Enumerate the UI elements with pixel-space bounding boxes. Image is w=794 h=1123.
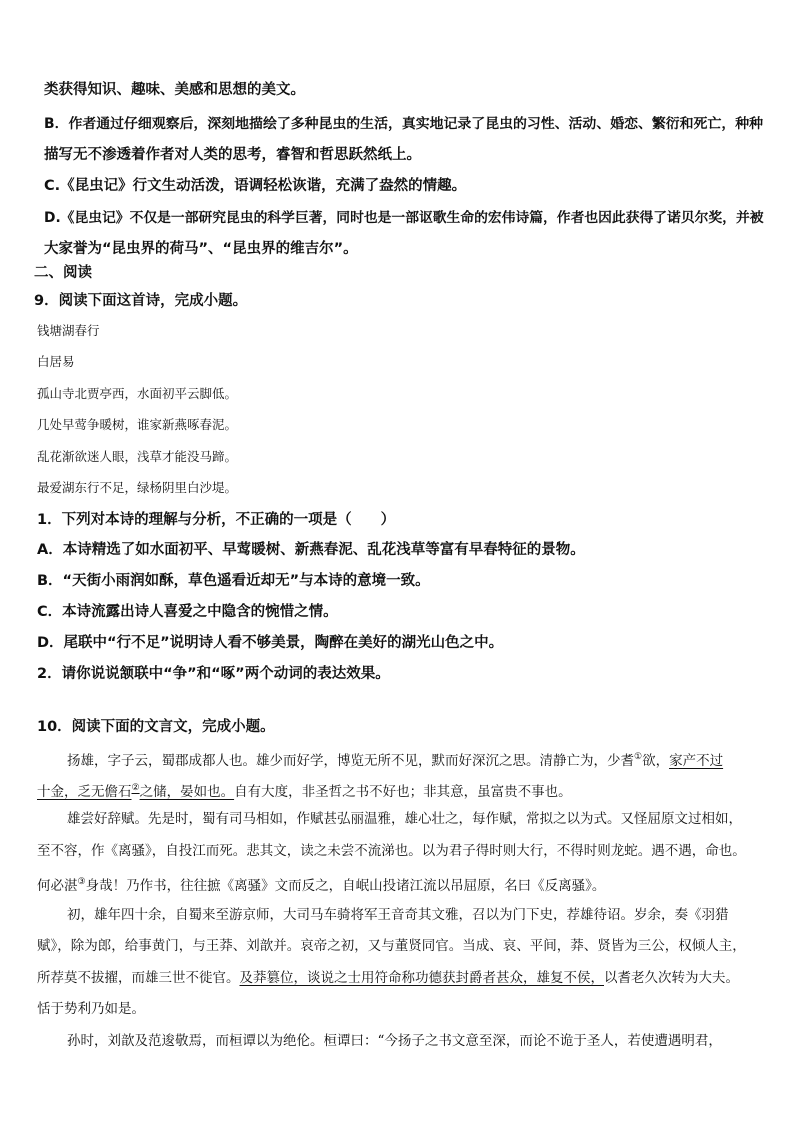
poem-line: 孤山寺北贾亭西，水面初平云脚低。	[37, 386, 238, 401]
q9-intro: 9．阅读下面这首诗，完成小题。	[34, 293, 248, 309]
q8-option-b-line2: 描写无不渗透着作者对人类的思考，睿智和哲思跃然纸上。	[44, 147, 421, 163]
q9-sub1: 1．下列对本诗的理解与分析，不正确的一项是（ ）	[37, 512, 396, 528]
q10-intro: 10．阅读下面的文言文，完成小题。	[37, 719, 275, 735]
section-heading: 二、阅读	[34, 265, 92, 281]
passage-p3-line3: 所荐莫不拔擢，而雄三世不徙官。及莽篡位，谈说之士用符命称功德获封爵者甚众，雄复不侯，以耆老久次转为大夫。	[37, 970, 739, 986]
passage-p3-line1: 初，雄年四十余，自蜀来至游京师，大司马车骑将军王音奇其文雅，召以为门下史，荐雄待诏。岁余，奏《羽猎	[67, 907, 729, 923]
poem-line: 最爱湖东行不足，绿杨阴里白沙堤。	[37, 480, 238, 495]
poem-title: 钱塘湖春行	[37, 323, 100, 338]
passage-p4-line1: 孙时，刘歆及范逡敬焉，而桓谭以为绝伦。桓谭曰：“今扬子之书文意至深，而论不诡于圣人，若使遭遇明君，	[67, 1033, 722, 1049]
poem-line: 乱花渐欲迷人眼，浅草才能没马蹄。	[37, 449, 238, 464]
footnote-mark: ③	[77, 877, 86, 887]
q8-option-d-line1: D.《昆虫记》不仅是一部研究昆虫的科学巨著，同时也是一部讴歌生命的宏伟诗篇，作者也因此获得了诺贝尔奖，并被	[44, 210, 764, 226]
passage-p3-line2: 赋》，除为郎，给事黄门，与王莽、刘歆并。哀帝之初，又与董贤同官。当成、哀、平间，莽、贤皆为三公，权倾人主，	[37, 938, 746, 954]
passage-p2-line3: 何必湛③身哉！乃作书，往往摭《离骚》文而反之，自岷山投诸江流以吊屈原，名曰《反离骚》。	[37, 877, 606, 894]
q9-option-c: C．本诗流露出诗人喜爱之中隐含的惋惜之情。	[37, 604, 338, 620]
underlined-sentence: 之储，晏如也。	[139, 784, 235, 800]
q8-option-a-continued: 类获得知识、趣味、美感和思想的美文。	[44, 82, 305, 98]
passage-p2-line1: 雄尝好辞赋。先是时，蜀有司马相如，作赋甚弘丽温雅，雄心壮之，每作赋，常拟之以为式。又怪屈原文过相如，	[67, 811, 742, 827]
poem-author: 白居易	[37, 354, 75, 369]
q8-option-b-line1: B．作者通过仔细观察后，深刻地描绘了多种昆虫的生活，真实地记录了昆虫的习性、活动、婚恋、繁衍和死亡，种种	[44, 116, 764, 132]
q9-option-b: B．“天街小雨润如酥，草色遥看近却无”与本诗的意境一致。	[37, 573, 430, 589]
passage-p1-line1: 扬雄，字子云，蜀郡成都人也。雄少而好学，博览无所不见，默而好深沉之思。清静亡为，少耆①欲，家产不过	[67, 752, 724, 769]
q9-option-a: A．本诗精选了如水面初平、早莺暖树、新燕春泥、乱花浅草等富有早春特征的景物。	[37, 542, 585, 558]
q9-sub2: 2．请你说说颔联中“争”和“啄”两个动词的表达效果。	[37, 666, 390, 682]
underlined-sentence: 十金，乏无儋石	[37, 784, 132, 800]
passage-p3-line4: 恬于势利乃如是。	[37, 1001, 145, 1017]
q8-option-d-line2: 大家誉为“昆虫界的荷马”、“昆虫界的维吉尔”。	[44, 241, 358, 257]
underlined-sentence: 及莽篡位，谈说之士用符命称功德获封爵者甚众，雄复不侯，	[239, 970, 604, 986]
q8-option-c: C.《昆虫记》行文生动活泼，语调轻松诙谐，充满了盎然的情趣。	[44, 178, 467, 194]
q9-option-d: D．尾联中“行不足”说明诗人看不够美景，陶醉在美好的湖光山色之中。	[37, 635, 504, 651]
underlined-sentence: 家产不过	[669, 753, 724, 769]
poem-line: 几处早莺争暖树，谁家新燕啄春泥。	[37, 417, 238, 432]
footnote-mark: ②	[131, 783, 140, 793]
passage-p1-line2: 十金，乏无儋石②之储，晏如也。自有大度，非圣哲之书不好也；非其意，虽富贵不事也。	[37, 783, 572, 800]
passage-p2-line2: 至不容，作《离骚》，自投江而死。悲其文，读之未尝不流涕也。以为君子得时则大行，不得时则龙蛇。遇不遇，命也。	[37, 843, 746, 859]
footnote-mark: ①	[634, 752, 643, 762]
